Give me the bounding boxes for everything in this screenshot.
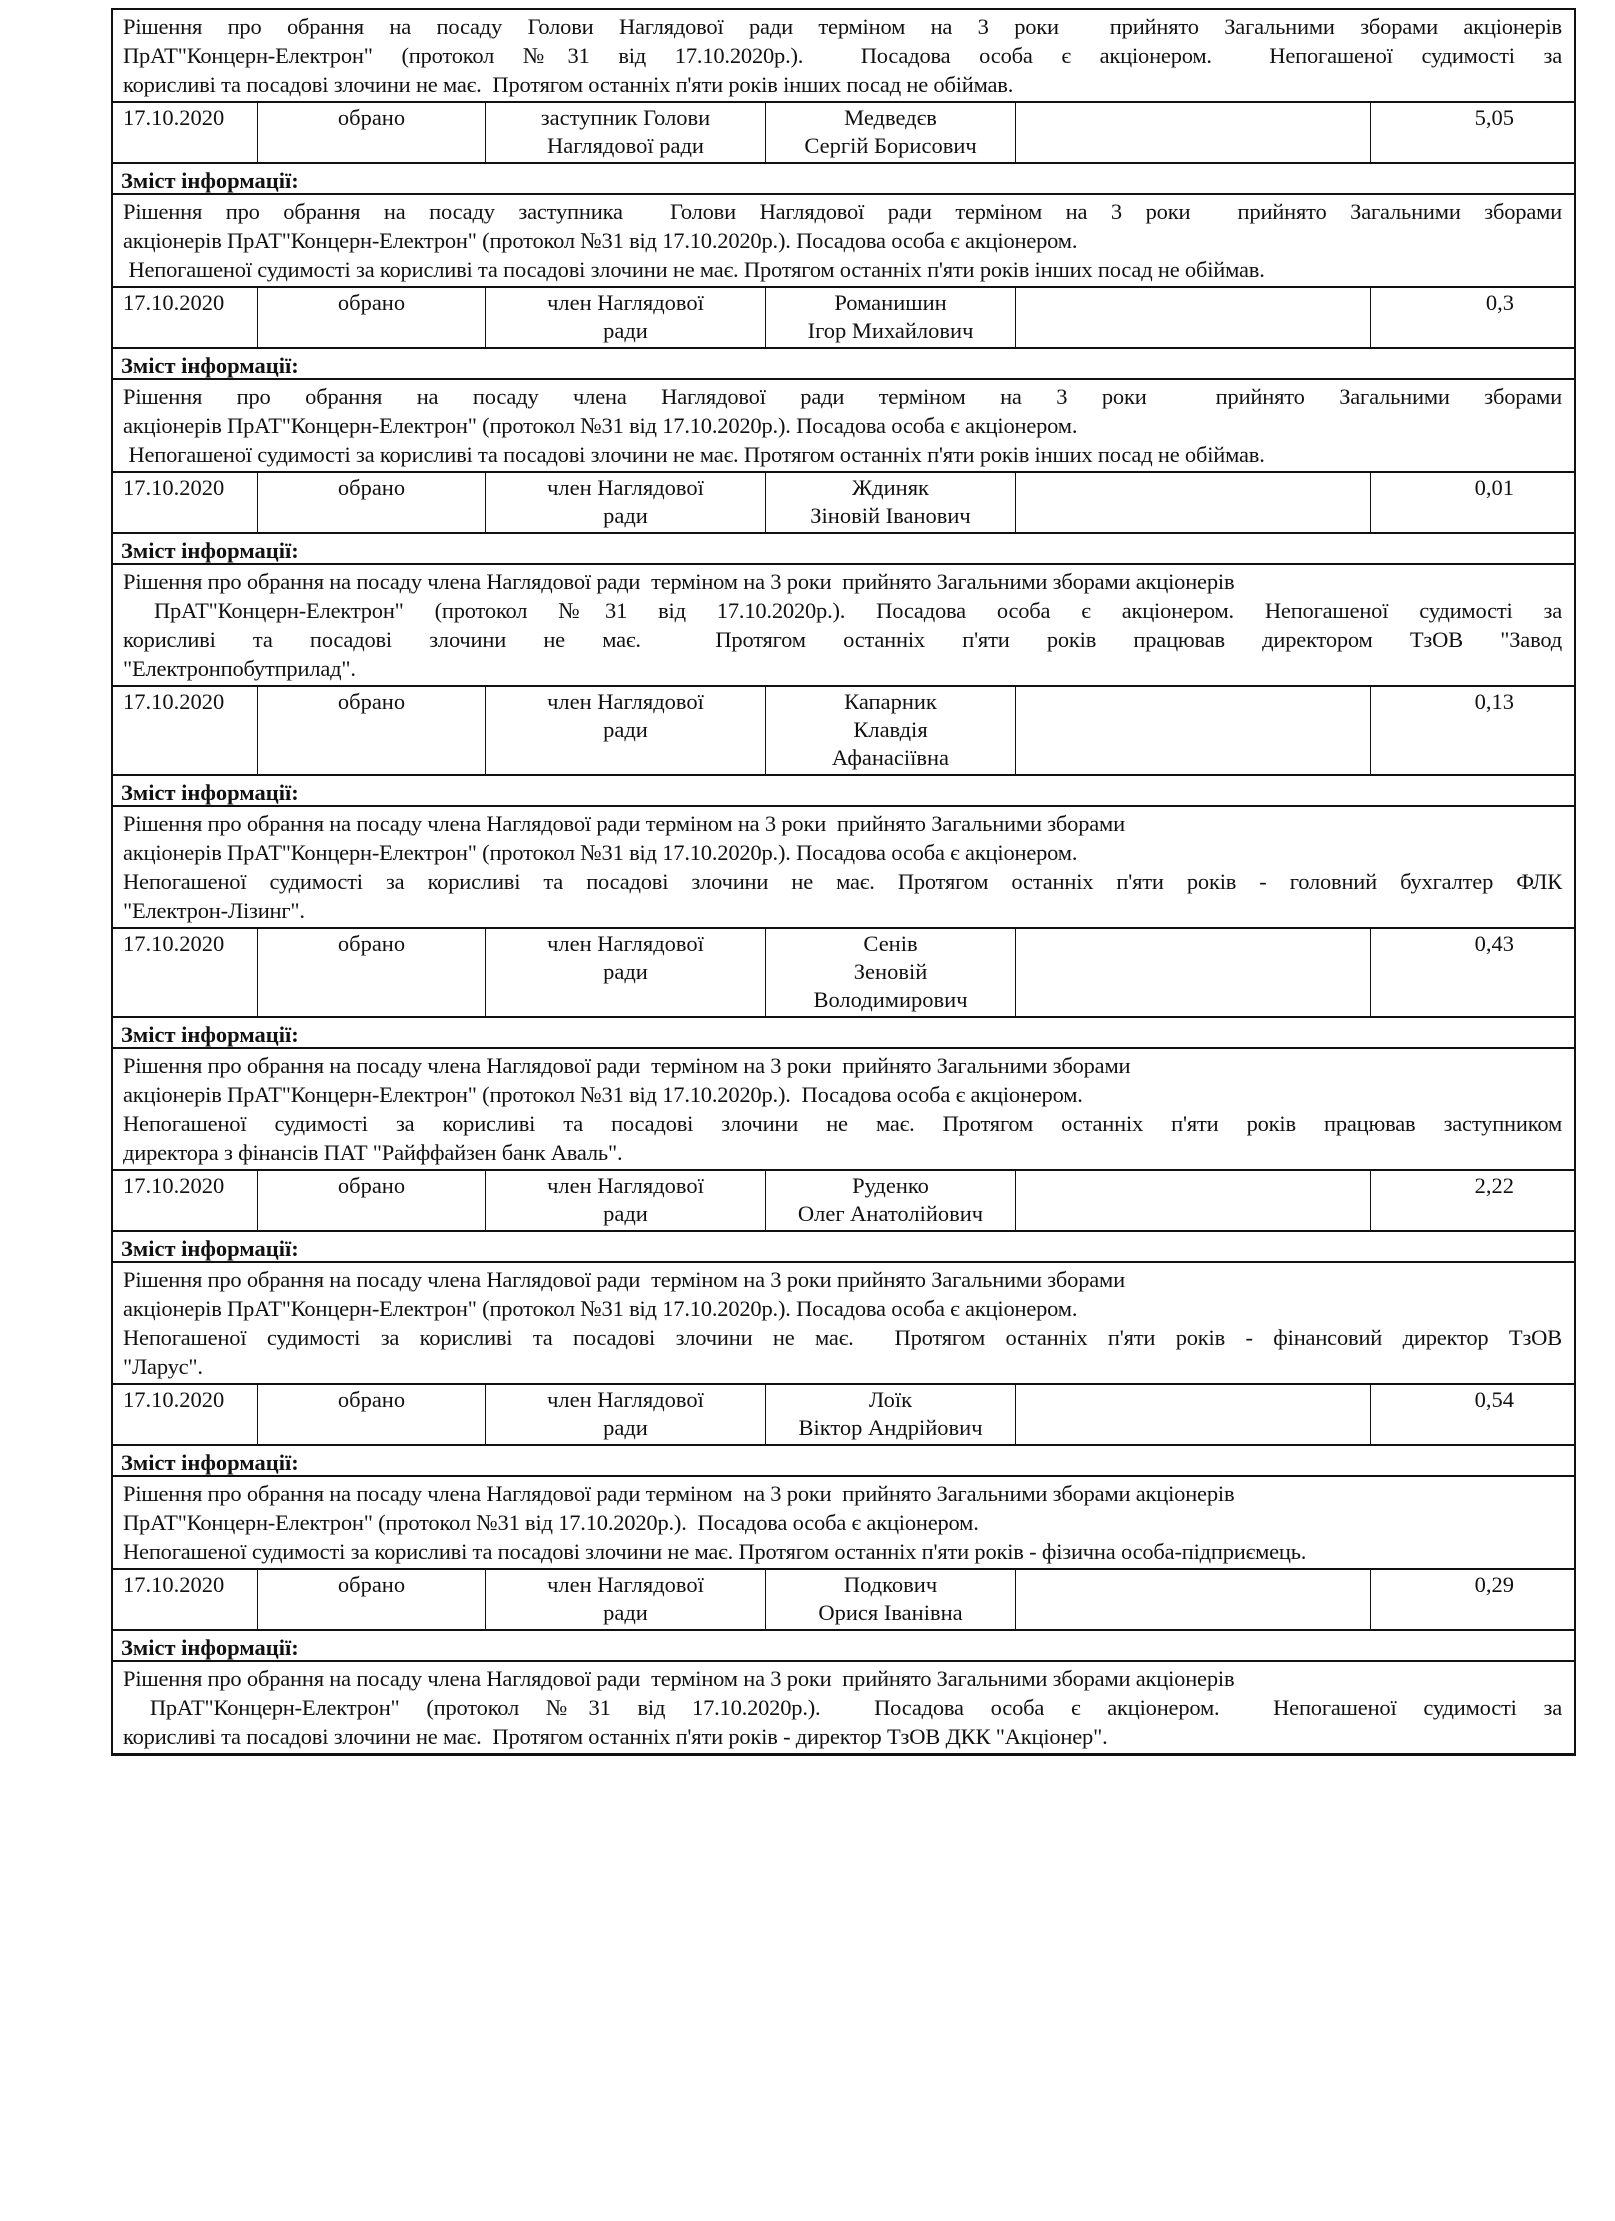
person-name-line: Віктор Андрійович [798,1415,983,1440]
date-cell: 17.10.2020 [113,1171,258,1230]
position-cell [486,1570,766,1629]
person-name-line: Орися Іванівна [818,1600,963,1625]
info-line: Рішення про обрання на посаду Голови Наглядової ради терміном на 3 роки прийнято Загальними зборами акціонерів [123,14,1562,39]
person-name-line: Зеновій [853,959,928,984]
info-line: Непогашеної судимості за корисливі та посадові злочини не має. Протягом останніх п'яти років - головний бухгалтер ФЛК [123,869,1562,894]
person-name-line: Клавдія [853,717,928,742]
info-line: Непогашеної судимості за корисливі та посадові злочини не має. Протягом останніх п'яти років працював заступником [123,1111,1562,1136]
info-line: акціонерів ПрАТ"Концерн-Електрон" (протокол №31 від 17.10.2020р.). Посадова особа є акціонером. [123,1082,1083,1107]
info-line: Рішення про обрання на посаду заступника Голови Наглядової ради терміном на 3 роки прийнято Загальними зборами [123,199,1562,224]
table-row [113,687,1574,776]
action-cell: обрано [258,1171,486,1230]
date-cell: 17.10.2020 [113,103,258,162]
person-name-cell [766,103,1016,162]
action-cell: обрано [258,929,486,1016]
info-block [113,195,1574,288]
position-line: ради [603,959,648,984]
info-block [113,1263,1574,1385]
info-block [113,1477,1574,1570]
person-name-line: Лоїк [868,1387,913,1412]
action-cell: обрано [258,473,486,532]
table-row [113,1570,1574,1631]
person-name-line: Ждиняк [852,475,929,500]
info-line: Рішення про обрання на посаду члена Наглядової ради терміном на 3 роки прийнято Загальними зборами [123,1267,1125,1292]
position-line: член Наглядової [547,1387,704,1412]
entries-list [113,103,1574,1753]
person-name-cell [766,1570,1016,1629]
share-percent-cell: 2,22 [1474,1173,1514,1198]
position-cell [486,929,766,1016]
info-line: корисливі та посадові злочини не має. Протягом останніх п'яти років інших посад не обіймав. [123,72,1014,97]
info-line: корисливі та посадові злочини не має. Протягом останніх п'яти років працював директором ТзОВ "Завод [123,627,1562,652]
id-cell [1016,929,1371,1016]
person-name-line: Афанасіївна [831,745,950,770]
info-line: акціонерів ПрАТ"Концерн-Електрон" (протокол №31 від 17.10.2020р.). Посадова особа є акціонером. [123,228,1078,253]
position-line: ради [603,717,648,742]
position-line: член Наглядової [547,1173,704,1198]
share-percent-cell: 0,3 [1485,290,1514,315]
section-heading: Зміст інформації: [113,1631,1574,1662]
table-row [113,288,1574,349]
action-cell: обрано [258,1385,486,1444]
section-heading: Зміст інформації: [113,164,1574,195]
position-line: ради [603,503,648,528]
person-name-line: Ігор Михайлович [807,318,974,343]
date-cell: 17.10.2020 [113,687,258,774]
info-line: Рішення про обрання на посаду члена Наглядової ради терміном на 3 роки прийнято Загальними зборами [123,811,1125,836]
table-row [113,1385,1574,1446]
info-line: директора з фінансів ПАТ "Райффайзен банк Аваль". [123,1140,623,1165]
position-line: член Наглядової [547,931,704,956]
info-line: Непогашеної судимості за корисливі та посадові злочини не має. Протягом останніх п'яти років - фізична особа-підприємець. [123,1539,1307,1564]
person-name-line: Зіновій Іванович [810,503,971,528]
share-percent-cell: 0,54 [1474,1387,1514,1412]
info-line: Рішення про обрання на посаду члена Наглядової ради терміном на 3 роки прийнято Загальними зборами [123,384,1562,409]
person-name-line: Сенів [863,931,918,956]
appointments-table [111,8,1576,1756]
info-block [113,1662,1574,1753]
position-line: Наглядової ради [547,133,704,158]
action-cell: обрано [258,687,486,774]
info-line: Непогашеної судимості за корисливі та посадові злочини не має. Протягом останніх п'яти років інших посад не обіймав. [123,257,1265,282]
id-cell [1016,103,1371,162]
info-line: Рішення про обрання на посаду члена Наглядової ради терміном на 3 роки прийнято Загальними зборами акціонерів [123,569,1235,594]
position-line: ради [603,1201,648,1226]
position-cell [486,473,766,532]
person-name-cell [766,473,1016,532]
info-line: ПрАТ"Концерн-Електрон" (протокол №31 від 17.10.2020р.). Посадова особа є акціонером. Непогашеної судимості за [123,1695,1562,1720]
position-line: ради [603,318,648,343]
info-line: корисливі та посадові злочини не має. Протягом останніх п'яти років - директор ТзОВ ДКК "Акціонер". [123,1724,1108,1749]
person-name-line: Олег Анатолійович [797,1201,984,1226]
section-heading: Зміст інформації: [113,349,1574,380]
person-name-line: Медведєв [844,105,937,130]
share-percent-cell: 0,01 [1474,475,1514,500]
section-heading: Зміст інформації: [113,534,1574,565]
share-percent-cell: 0,29 [1474,1572,1514,1597]
person-name-line: Романишин [834,290,947,315]
position-cell [486,1171,766,1230]
share-percent-cell: 0,43 [1474,931,1514,956]
id-cell [1016,473,1371,532]
share-percent-cell: 5,05 [1474,105,1514,130]
position-line: член Наглядової [547,1572,704,1597]
position-line: член Наглядової [547,475,704,500]
person-name-line: Капарник [844,689,937,714]
info-line: Рішення про обрання на посаду члена Наглядової ради терміном на 3 роки прийнято Загальними зборами акціонерів [123,1666,1235,1691]
info-line: Рішення про обрання на посаду члена Наглядової ради терміном на 3 роки прийнято Загальними зборами [123,1053,1131,1078]
action-cell: обрано [258,1570,486,1629]
info-line: акціонерів ПрАТ"Концерн-Електрон" (протокол №31 від 17.10.2020р.). Посадова особа є акціонером. [123,1296,1078,1321]
id-cell [1016,288,1371,347]
position-cell [486,103,766,162]
info-line: "Ларус". [123,1354,203,1379]
info-line: Непогашеної судимості за корисливі та посадові злочини не має. Протягом останніх п'яти років інших посад не обіймав. [123,442,1265,467]
date-cell: 17.10.2020 [113,288,258,347]
info-line: ПрАТ"Концерн-Електрон" (протокол №31 від 17.10.2020р.). Посадова особа є акціонером. Непогашеної судимості за [123,598,1562,623]
position-line: ради [603,1415,648,1440]
intro-info-block [113,10,1574,103]
info-line: "Електронпобутприлад". [123,656,356,681]
info-line: акціонерів ПрАТ"Концерн-Електрон" (протокол №31 від 17.10.2020р.). Посадова особа є акціонером. [123,413,1078,438]
position-cell [486,1385,766,1444]
id-cell [1016,1385,1371,1444]
section-heading: Зміст інформації: [113,776,1574,807]
date-cell: 17.10.2020 [113,473,258,532]
id-cell [1016,687,1371,774]
person-name-cell [766,687,1016,774]
position-line: член Наглядової [547,290,704,315]
person-name-line: Володимирович [813,987,968,1012]
position-cell [486,687,766,774]
section-heading: Зміст інформації: [113,1446,1574,1477]
position-cell [486,288,766,347]
info-line: акціонерів ПрАТ"Концерн-Електрон" (протокол №31 від 17.10.2020р.). Посадова особа є акціонером. [123,840,1078,865]
info-line: Непогашеної судимості за корисливі та посадові злочини не має. Протягом останніх п'яти років - фінансовий директор ТзОВ [123,1325,1562,1350]
table-row [113,473,1574,534]
person-name-cell [766,929,1016,1016]
person-name-line: Подкович [843,1572,938,1597]
person-name-line: Сергій Борисович [804,133,977,158]
person-name-cell [766,288,1016,347]
person-name-line: Руденко [852,1173,929,1198]
info-block [113,1049,1574,1171]
info-block [113,565,1574,687]
action-cell: обрано [258,288,486,347]
info-block [113,380,1574,473]
info-line: ПрАТ"Концерн-Електрон" (протокол №31 від 17.10.2020р.). Посадова особа є акціонером. [123,1510,979,1535]
position-line: ради [603,1600,648,1625]
person-name-cell [766,1385,1016,1444]
table-row [113,103,1574,164]
action-cell: обрано [258,103,486,162]
info-line: Рішення про обрання на посаду члена Наглядової ради терміном на 3 роки прийнято Загальними зборами акціонерів [123,1481,1235,1506]
id-cell [1016,1171,1371,1230]
info-block [113,807,1574,929]
date-cell: 17.10.2020 [113,929,258,1016]
info-line: "Електрон-Лізинг". [123,898,305,923]
id-cell [1016,1570,1371,1629]
date-cell: 17.10.2020 [113,1570,258,1629]
date-cell: 17.10.2020 [113,1385,258,1444]
position-line: заступник Голови [540,105,711,130]
section-heading: Зміст інформації: [113,1232,1574,1263]
section-heading: Зміст інформації: [113,1018,1574,1049]
table-row [113,1171,1574,1232]
share-percent-cell: 0,13 [1474,689,1514,714]
info-line: ПрАТ"Концерн-Електрон" (протокол №31 від 17.10.2020р.). Посадова особа є акціонером. Непогашеної судимості за [123,43,1562,68]
person-name-cell [766,1171,1016,1230]
table-row [113,929,1574,1018]
position-line: член Наглядової [547,689,704,714]
